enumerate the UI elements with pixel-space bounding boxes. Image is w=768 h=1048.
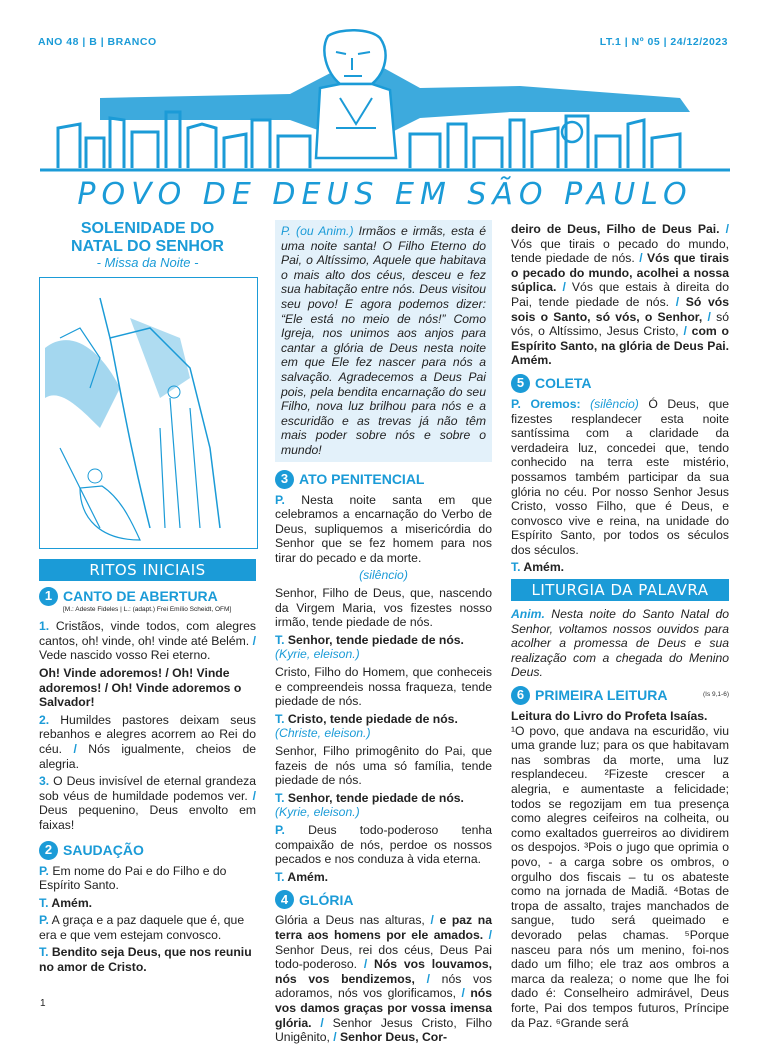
gloria-part: nós vos damos graças por vossa imensa glória. <box>275 986 492 1030</box>
verse-number: 2. <box>39 712 50 727</box>
verse-text: Nós igualmente, cheios de alegria. <box>39 741 256 771</box>
response-text: Cristo, tende piedade de nós. <box>284 711 458 726</box>
verse-number: 3. <box>39 774 50 789</box>
speaker-label: P. <box>39 913 49 928</box>
speaker-label: T. <box>39 945 49 960</box>
section-primeira-leitura <box>511 686 729 705</box>
section-title: GLÓRIA <box>299 891 354 908</box>
issue-info: LT.1 | Nº 05 | 24/12/2023 <box>599 36 728 48</box>
title-line-1: SOLENIDADE DO <box>80 220 215 237</box>
gloria-part: Glória a Deus nas alturas, <box>275 913 431 928</box>
slash: / <box>488 927 492 942</box>
invocation: Senhor, Filho primogênito do Pai, que fazeis de nós uma só família, tende piedade de nós. <box>275 744 492 788</box>
gloria-part: nós vos adoramos, nós vos glorificamos, <box>275 971 492 1001</box>
slash: / <box>725 222 729 236</box>
response-text: Bendito seja Deus, que nos reuniu no amor de Cristo. <box>39 945 252 975</box>
verse-text: Humildes pastores deixam seus rebanhos e alegres acorrem ao Rei do céu. <box>39 712 256 756</box>
section-saudacao <box>39 841 256 860</box>
speaker-label: P. Oremos: <box>511 396 581 411</box>
gloria-part: Nós vos louvamos, nós vos bendizemos, <box>275 957 493 986</box>
speaker-label: T. <box>511 560 521 575</box>
slash: / <box>363 957 368 972</box>
speaker-label: Anim. <box>511 607 545 622</box>
gloria-continuation <box>511 222 729 368</box>
gloria-part: Só vós sois o Santo, só vós, o Senhor, <box>511 294 729 324</box>
slash: / <box>461 986 465 1001</box>
masthead-title: POVO DE DEUS EM SÃO PAULO <box>77 177 693 212</box>
response-text: Senhor, tende piedade de nós. <box>284 632 464 647</box>
speaker-label: T. <box>275 632 285 647</box>
prayer-text: Ó Deus, que fizestes resplandecer esta noite santíssima com a claridade da verdadeira luz, concedei que, tendo conhecido na terra este mistério, possamos também participar da sua glória no céu. Por nosso Senhor Jesus Cristo, vosso Filho, que é Deus, e convosco vive e reina, na unidade do Espírito Santo, por todos os séculos dos séculos. <box>511 396 730 557</box>
page-number: 1 <box>40 998 46 1009</box>
reading-text: ¹O povo, que andava na escuridão, viu uma grande luz; para os que habitavam nas sombras da morte, uma luz resplandeceu. ²Fizeste crescer a alegria, e aumentaste a felicidade; todos se regozijam em tua presença como alegres ceifeiros na colheita, ou como exaltados guerreiros ao dividirem os despojos. ³Pois o jugo que oprimia o povo, - a carga sobre os ombros, o orgulho dos fiscais – tu os abateste como na jornada de Madiã. ⁴Botas de tropa de assalto, trajes manchados de sangue, tudo será queimado e devorado pelas chamas. ⁵Porque nasceu para nós um menino, foi-nos dado um filho; ele traz aos ombros a marca da realeza; o nome que lhe foi dado é: Conselheiro admirável, Deus forte, Pai dos tempos futuros, Príncipe da Paz. ⁶Grande será <box>511 723 729 1030</box>
slash: / <box>683 324 687 339</box>
verse-text: Cristãos, vinde todos, com alegres cantos, oh! vinde, oh! vinde até Belém. <box>39 619 256 648</box>
band-liturgia-palavra: LITURGIA DA PALAVRA <box>511 579 729 601</box>
slash: / <box>252 633 256 648</box>
section-title: CANTO DE ABERTURA <box>63 587 218 604</box>
speaker-label: T. <box>275 711 285 726</box>
section-number: 6 <box>511 686 530 705</box>
speaker-label: P. <box>39 863 49 878</box>
latin-response: (Kyrie, eleison.) <box>275 805 360 820</box>
slash: / <box>252 788 256 803</box>
latin-response: (Christe, eleison.) <box>275 726 371 741</box>
speaker-label: P. <box>275 822 285 837</box>
gloria-part: Senhor Deus, rei dos céus, Deus Pai todo-poderoso. <box>275 942 492 972</box>
gloria-part: Vós que tirais o pecado do mundo, tende piedade de nós. <box>511 236 729 266</box>
section-title: ATO PENITENCIAL <box>299 470 425 487</box>
section-number: 2 <box>39 841 58 860</box>
prayer-text: Deus todo-poderoso tenha compaixão de nós, perdoe os nossos pecados e nos conduza à vida eterna. <box>275 822 492 867</box>
section-coleta <box>511 374 729 393</box>
response-text: Senhor, tende piedade de nós. <box>284 790 464 805</box>
intro-box <box>275 220 492 462</box>
gloria-part: e paz na terra aos homens por ele amados. <box>275 913 492 942</box>
verse-text: Deus pequenino, Deus envolto em faixas! <box>39 803 256 832</box>
edition-info: ANO 48 | B | BRANCO <box>38 36 157 48</box>
invocation: Senhor, Filho de Deus, que, nascendo da Virgem Maria, vos fizestes nosso irmão, tende piedade de nós. <box>275 586 492 630</box>
verse-text: Vede nascido vosso Rei eterno. <box>39 648 211 663</box>
gloria-part: Vós que estais à direita do Pai, tende piedade de nós. <box>511 280 729 309</box>
slash: / <box>333 1030 337 1045</box>
section-title: COLETA <box>535 375 592 392</box>
slash: / <box>675 294 680 309</box>
prayer-text: A graça e a paz daquele que é, que era e que vem estejam convosco. <box>39 913 245 942</box>
section-gloria <box>275 890 492 909</box>
reading-heading: Leitura do Livro do Profeta Isaías. <box>511 709 708 724</box>
title-subtitle: - Missa da Noite - <box>96 255 199 270</box>
prayer-text: Em nome do Pai e do Filho e do Espírito Santo. <box>39 863 227 893</box>
response-text: Amém. <box>520 560 565 575</box>
invocation: Cristo, Filho do Homem, que conheceis e compreendeis nossa fraqueza, tende piedade de nós. <box>275 665 492 709</box>
speaker-label: T. <box>275 869 285 884</box>
slash: / <box>562 280 566 295</box>
section-number: 1 <box>39 587 58 606</box>
intro-text: Irmãos e irmãs, esta é uma noite santa! O Filho Eterno do Pai, o Altíssimo, Aquele que habitava o mais alto dos céus, desceu e fez sua habitação entre nós. Deus visitou seu povo! E agora podemos dizer: “Ele está no meio de nós!” Como Igreja, nos unimos aos anjos para cantar a glória de Deus nesta noite em que Ele fez nascer para nós a salvação. Agradecemos a Deus Pai pois, pela bendita encarnação do seu Filho, nova luz brilhou para nós e a escuridão e as trevas já não têm mais poder sobre nós e sobre o mundo! <box>281 224 486 457</box>
gloria-part: só vós, o Altíssimo, Jesus Cristo, <box>511 309 730 339</box>
gloria-part: com o Espírito Santo, na glória de Deus Pai. Amém. <box>511 324 729 368</box>
nativity-illustration <box>39 277 258 549</box>
latin-response: (Kyrie, eleison.) <box>275 647 360 662</box>
section-number: 5 <box>511 374 530 393</box>
song-credit: [M.: Adeste Fideles | L.: (adapt.) Frei Emílio Scheidt, OFM] <box>63 605 232 613</box>
verse-number: 1. <box>39 619 50 634</box>
slash: / <box>73 741 77 756</box>
slash: / <box>707 309 711 324</box>
speaker-label: P. (ou Anim.) <box>281 224 354 238</box>
scripture-reference: (Is 9,1-6) <box>702 691 729 699</box>
slash: / <box>430 913 434 928</box>
section-number: 4 <box>275 890 294 909</box>
silence-note: (silêncio) <box>359 568 408 583</box>
title-line-2: NATAL DO SENHOR <box>71 238 224 255</box>
section-number: 3 <box>275 470 294 489</box>
speaker-label: T. <box>275 790 285 805</box>
response-text: Amém. <box>48 895 93 910</box>
section-title: PRIMEIRA LEITURA <box>535 687 668 704</box>
slash: / <box>426 971 430 986</box>
refrain: Oh! Vinde adoremos! / Oh! Vinde adoremos! / Oh! Vinde adoremos o Salvador! <box>39 665 242 710</box>
gloria-part: deiro de Deus, Filho de Deus Pai. <box>511 222 726 236</box>
anim-text: Nesta noite do Santo Natal do Senhor, voltamos nossos ouvidos para acolher a promessa de Deus e sua realização com a chegada do Menino Deus. <box>511 607 729 680</box>
speaker-label: P. <box>275 492 285 507</box>
column-2 <box>275 220 492 1048</box>
prayer-text: Nesta noite santa em que celebramos a encarnação do Verbo de Deus, supliquemos a misericórdia do Senhor que se fez homem para nos tirar do pecado e da morte. <box>275 492 492 565</box>
response-text: Amém. <box>284 869 329 884</box>
slash: / <box>639 251 643 266</box>
column-1 <box>39 220 256 978</box>
verse-text: O Deus invisível de eternal grandeza sob véus de humildade podemos ver. <box>39 774 256 803</box>
gloria-part: Vós que tirais o pecado do mundo, acolhei a nossa súplica. <box>511 251 730 295</box>
gloria-part: Senhor Deus, Cor- <box>336 1030 448 1045</box>
band-ritos-iniciais: RITOS INICIAIS <box>39 559 256 581</box>
speaker-label: T. <box>39 895 49 910</box>
gloria-part: Senhor Jesus Cristo, Filho Unigênito, <box>275 1015 492 1045</box>
column-3 <box>511 222 729 1033</box>
masthead-illustration <box>40 28 730 218</box>
silence-note: (silêncio) <box>580 396 639 411</box>
section-ato-penitencial <box>275 470 492 489</box>
gloria-text <box>275 913 492 1044</box>
slash: / <box>320 1015 324 1030</box>
section-title: SAUDAÇÃO <box>63 841 144 858</box>
